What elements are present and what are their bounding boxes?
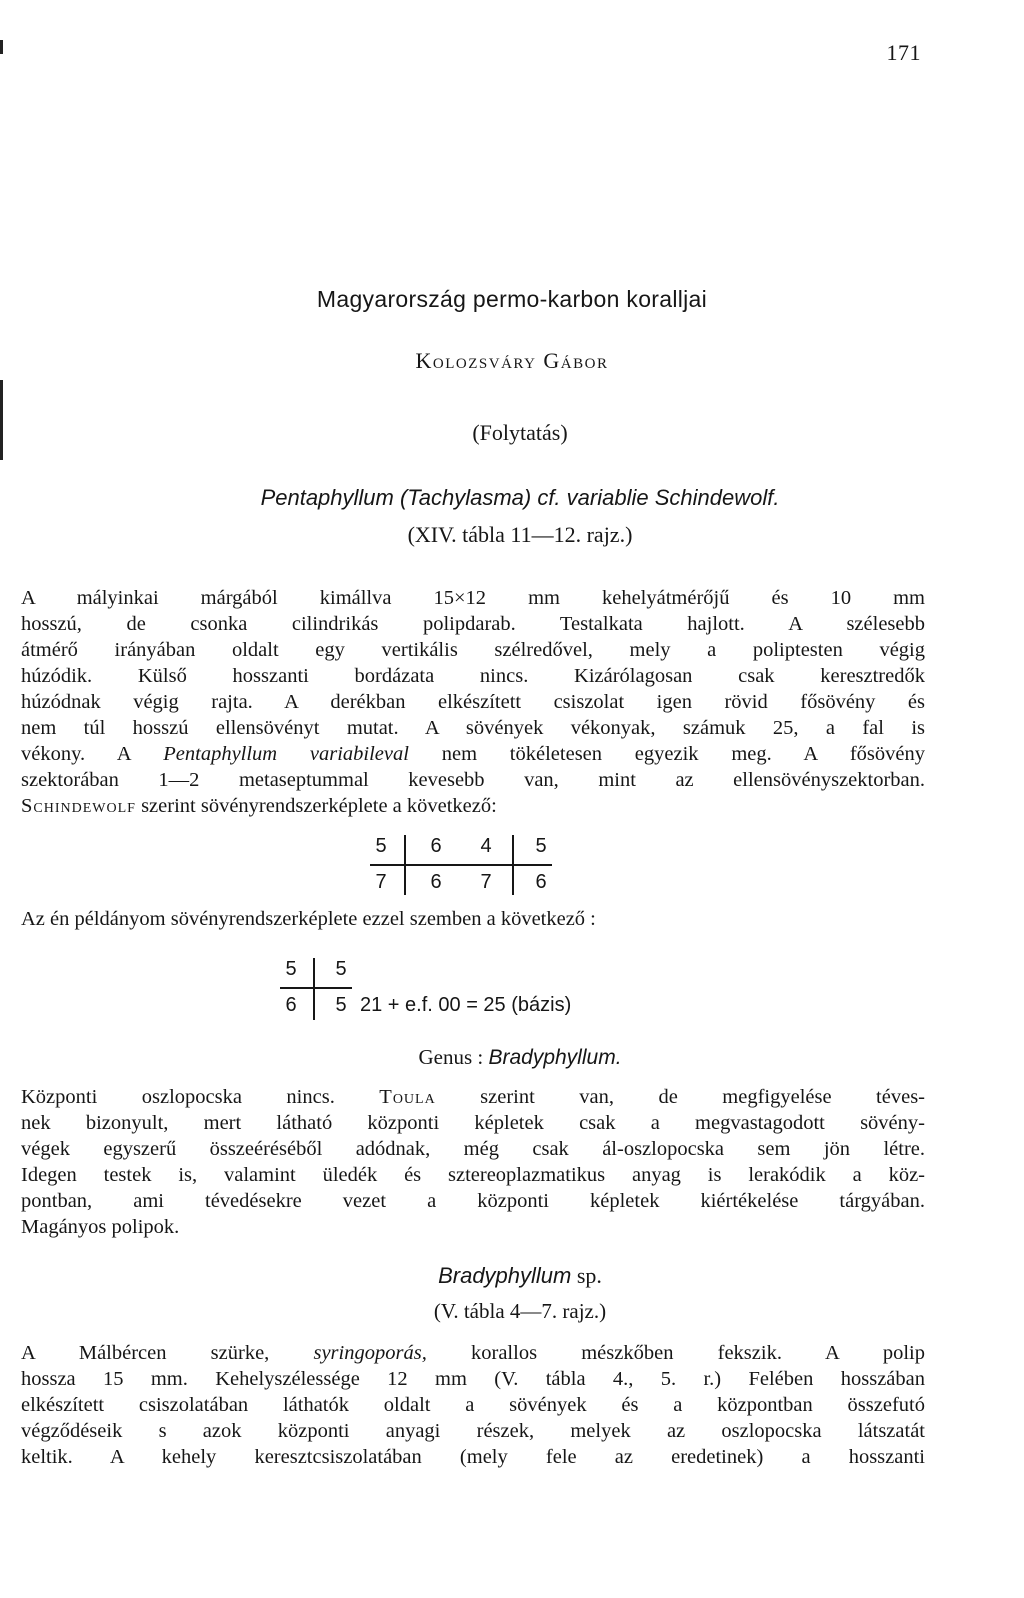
text-line: pontban, ami tévedésekre vezet a központi képletek kiértékelése tárgyában. bbox=[21, 1190, 925, 1212]
text-line: szektorában 1—2 metaseptummal kevesebb van, mint az ellensövényszektorban. bbox=[21, 769, 925, 791]
text-line: átmérő irányában oldalt egy vertikális szélredővel, mely a poliptesten végig bbox=[21, 639, 925, 661]
text-segment: szerint van, de megfigyelése téves- bbox=[435, 1086, 925, 1108]
species-heading bbox=[8, 1263, 1024, 1289]
text-line: Az én példányom sövényrendszerképlete ezzel szemben a következő : bbox=[21, 908, 596, 930]
text-line: A mályinkai márgából kimállva 15×12 mm kehelyátmérőjű és 10 mm bbox=[21, 587, 925, 609]
continuation-note: (Folytatás) bbox=[472, 420, 568, 445]
formula-value: 7 bbox=[375, 871, 387, 893]
plate-reference: (XIV. tábla 11—12. rajz.) bbox=[407, 522, 633, 547]
text-line: húzódnak végig rajta. A derékban elkészített csiszolat igen rövid fősövény és bbox=[21, 691, 925, 713]
page-edge-mark bbox=[0, 380, 3, 460]
septal-formula-schindewolf bbox=[370, 835, 570, 895]
page-number: 171 bbox=[886, 40, 921, 65]
text-line: Magányos polipok. bbox=[21, 1216, 180, 1238]
text-segment: vékony. A bbox=[21, 743, 164, 765]
text-segment: nem tökéletesen egyezik meg. A fősövény bbox=[408, 743, 925, 765]
italic-term: syringoporás, bbox=[313, 1342, 427, 1364]
text-line bbox=[21, 793, 925, 819]
text-line: nem túl hosszú ellensövényt mutat. A sövények vékonyak, számuk 25, a fal is bbox=[21, 717, 925, 739]
author-reference: Schindewolf bbox=[21, 795, 136, 817]
text-line: húzódik. Külső hosszanti bordázata nincs. Kizárólagosan csak keresztredők bbox=[21, 665, 925, 687]
page-edge-mark bbox=[0, 40, 3, 54]
species-name: Bradyphyllum bbox=[438, 1263, 572, 1288]
species-heading: Pentaphyllum (Tachylasma) cf. variablie Schindewolf. bbox=[260, 485, 780, 510]
description-paragraph bbox=[21, 585, 925, 819]
species-description bbox=[21, 1340, 925, 1470]
author-name: Kolozsváry Gábor bbox=[415, 348, 609, 373]
species-name-inline: Pentaphyllum variabileval bbox=[163, 743, 409, 765]
formula-value: 6 bbox=[430, 871, 442, 893]
text-line bbox=[21, 1340, 925, 1366]
formula-suffix: 21 + e.f. 00 = 25 (bázis) bbox=[360, 994, 572, 1016]
formula-value: 5 bbox=[375, 835, 387, 857]
septal-formula-specimen bbox=[280, 958, 700, 1020]
formula-value: 6 bbox=[535, 871, 547, 893]
text-line: hosszú, de csonka cilindrikás polipdarab. Testalkata hajlott. A szélesebb bbox=[21, 613, 925, 635]
author-reference: Toula bbox=[379, 1086, 436, 1108]
genus-heading bbox=[8, 1045, 1024, 1070]
formula-value: 6 bbox=[285, 994, 297, 1016]
text-line: végződéseik s azok központi anyagi részek, melyek az oszlopocska látszatát bbox=[21, 1420, 925, 1442]
species-suffix: sp. bbox=[571, 1263, 602, 1288]
genus-description bbox=[21, 1084, 925, 1240]
genus-label: Genus : bbox=[418, 1045, 484, 1069]
text-segment: szerint sövényrendszerképlete a következő: bbox=[135, 795, 497, 817]
text-line: Idegen testek is, valamint üledék és sztereoplazmatikus anyag is lerakódik a köz- bbox=[21, 1164, 925, 1186]
text-line: hossza 15 mm. Kehelyszélessége 12 mm (V. tábla 4., 5. r.) Felében hosszában bbox=[21, 1368, 925, 1390]
formula-value: 5 bbox=[535, 835, 547, 857]
formula-value: 5 bbox=[335, 994, 347, 1016]
formula-fraction-line bbox=[280, 987, 352, 989]
formula-value: 6 bbox=[430, 835, 442, 857]
text-line bbox=[21, 741, 925, 767]
text-line: elkészített csiszolatában láthatók oldalt a sövények és a központban összefutó bbox=[21, 1394, 925, 1416]
formula-value: 5 bbox=[285, 958, 297, 980]
text-line: nek bizonyult, mert látható központi képletek csak a megvastagodott sövény- bbox=[21, 1112, 925, 1134]
genus-name: Bradyphyllum. bbox=[488, 1046, 622, 1069]
formula-fraction-line bbox=[370, 864, 552, 866]
plate-reference: (V. tábla 4—7. rajz.) bbox=[433, 1299, 607, 1323]
formula-value: 4 bbox=[480, 835, 492, 857]
text-line: végek egyszerű összeéréséből adódnak, még csak ál-oszlopocska sem jön létre. bbox=[21, 1138, 925, 1160]
formula-intro-line bbox=[21, 906, 925, 932]
text-segment: korallos mészkőben fekszik. A polip bbox=[426, 1342, 925, 1364]
text-segment: Központi oszlopocska nincs. bbox=[21, 1086, 380, 1108]
text-line: keltik. A kehely keresztcsiszolatában (mely fele az eredetinek) a hosszanti bbox=[21, 1446, 925, 1468]
text-line bbox=[21, 1084, 925, 1110]
article-title: Magyarország permo-karbon koralljai bbox=[316, 286, 708, 312]
formula-value: 7 bbox=[480, 871, 492, 893]
formula-divider bbox=[313, 958, 315, 1020]
text-segment: A Málbércen szürke, bbox=[21, 1342, 314, 1364]
formula-value: 5 bbox=[335, 958, 347, 980]
